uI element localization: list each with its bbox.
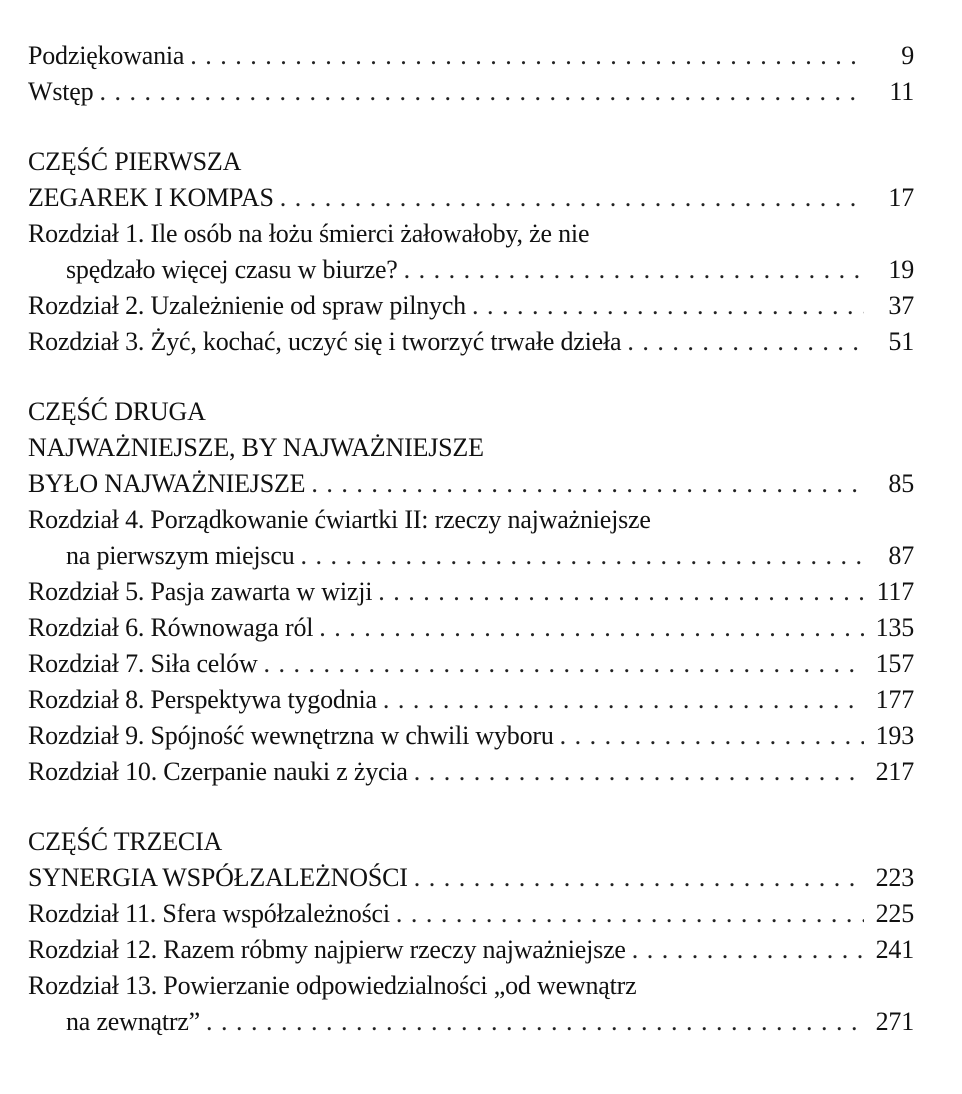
table-of-contents: [28, 38, 914, 1040]
part-label-text: CZĘŚĆ TRZECIA: [28, 827, 223, 856]
leader-dots: [99, 74, 864, 110]
chapter-title: Rozdział 8. Perspektywa tygodnia: [28, 685, 377, 714]
part-label: [28, 824, 914, 860]
toc-entry-acknowledgements: [28, 38, 914, 74]
part-label: [28, 144, 914, 180]
part-label: [28, 394, 914, 430]
chapter-page: 19: [888, 255, 914, 284]
leader-dots: [414, 860, 864, 896]
chapter-title: Rozdział 6. Równowaga ról: [28, 613, 314, 642]
chapter-11: [28, 896, 914, 932]
leader-dots: [311, 466, 864, 502]
chapter-13-line-1: [28, 968, 914, 1004]
chapter-page: 117: [876, 577, 914, 606]
part-title-line-1: [28, 430, 914, 466]
chapter-5: [28, 574, 914, 610]
chapter-page: 193: [875, 721, 914, 750]
chapter-page: 51: [888, 327, 914, 356]
part-page: 17: [888, 183, 914, 212]
front-matter: [28, 38, 914, 110]
leader-dots: [264, 646, 864, 682]
leader-dots: [396, 896, 864, 932]
part-two: [28, 394, 914, 790]
chapter-title: Rozdział 13. Powierzanie odpowiedzialności „od wewnątrz: [28, 971, 637, 1000]
entry-page: 9: [901, 41, 914, 70]
chapter-2: [28, 288, 914, 324]
chapter-4-line-1: [28, 502, 914, 538]
entry-title: Wstęp: [28, 77, 94, 106]
chapter-page: 157: [875, 649, 914, 678]
chapter-8: [28, 682, 914, 718]
leader-dots: [560, 718, 864, 754]
chapter-1-line-2: [28, 252, 914, 288]
entry-page: 11: [889, 77, 914, 106]
chapter-13-line-2: [28, 1004, 914, 1040]
entry-title: Podziękowania: [28, 41, 185, 70]
leader-dots: [404, 252, 864, 288]
toc-entry-introduction: [28, 74, 914, 110]
part-title-text: NAJWAŻNIEJSZE, BY NAJWAŻNIEJSZE: [28, 433, 484, 462]
part-title-text: BYŁO NAJWAŻNIEJSZE: [28, 469, 306, 498]
part-title: [28, 860, 914, 896]
chapter-title: Rozdział 3. Żyć, kochać, uczyć się i tworzyć trwałe dzieła: [28, 327, 622, 356]
part-page: 223: [875, 863, 914, 892]
leader-dots: [627, 324, 864, 360]
chapter-page: 217: [875, 757, 914, 786]
chapter-title: Rozdział 5. Pasja zawarta w wizji: [28, 577, 373, 606]
leader-dots: [190, 38, 864, 74]
chapter-title: Rozdział 7. Siła celów: [28, 649, 258, 678]
part-title-text: ZEGAREK I KOMPAS: [28, 183, 274, 212]
chapter-title: Rozdział 4. Porządkowanie ćwiartki II: rzeczy najważniejsze: [28, 505, 651, 534]
chapter-4-line-2: [28, 538, 914, 574]
chapter-title: Rozdział 9. Spójność wewnętrzna w chwili wyboru: [28, 721, 554, 750]
chapter-page: 177: [875, 685, 914, 714]
chapter-title: Rozdział 12. Razem róbmy najpierw rzeczy najważniejsze: [28, 935, 626, 964]
chapter-page: 271: [875, 1007, 914, 1036]
leader-dots: [206, 1004, 864, 1040]
part-three: [28, 824, 914, 1040]
part-title: [28, 180, 914, 216]
leader-dots: [472, 288, 864, 324]
chapter-9: [28, 718, 914, 754]
chapter-title: Rozdział 2. Uzależnienie od spraw pilnych: [28, 291, 466, 320]
leader-dots: [378, 574, 864, 610]
chapter-page: 37: [888, 291, 914, 320]
part-label-text: CZĘŚĆ PIERWSZA: [28, 147, 242, 176]
chapter-title-cont: na pierwszym miejscu: [66, 541, 295, 570]
chapter-page: 225: [875, 899, 914, 928]
chapter-title-cont: na zewnątrz”: [66, 1007, 200, 1036]
chapter-10: [28, 754, 914, 790]
chapter-7: [28, 646, 914, 682]
part-page: 85: [888, 469, 914, 498]
chapter-1-line-1: [28, 216, 914, 252]
leader-dots: [301, 538, 865, 574]
chapter-title-cont: spędzało więcej czasu w biurze?: [66, 255, 398, 284]
part-label-text: CZĘŚĆ DRUGA: [28, 397, 206, 426]
part-title-line-2: [28, 466, 914, 502]
chapter-page: 87: [888, 541, 914, 570]
chapter-12: [28, 932, 914, 968]
chapter-page: 241: [875, 935, 914, 964]
part-one: [28, 144, 914, 360]
chapter-page: 135: [875, 613, 914, 642]
leader-dots: [280, 180, 864, 216]
leader-dots: [414, 754, 864, 790]
chapter-title: Rozdział 10. Czerpanie nauki z życia: [28, 757, 408, 786]
chapter-3: [28, 324, 914, 360]
chapter-title: Rozdział 11. Sfera współzależności: [28, 899, 390, 928]
leader-dots: [319, 610, 864, 646]
leader-dots: [632, 932, 864, 968]
leader-dots: [383, 682, 864, 718]
part-title-text: SYNERGIA WSPÓŁZALEŻNOŚCI: [28, 863, 408, 892]
chapter-6: [28, 610, 914, 646]
chapter-title: Rozdział 1. Ile osób na łożu śmierci żałowałoby, że nie: [28, 219, 590, 248]
